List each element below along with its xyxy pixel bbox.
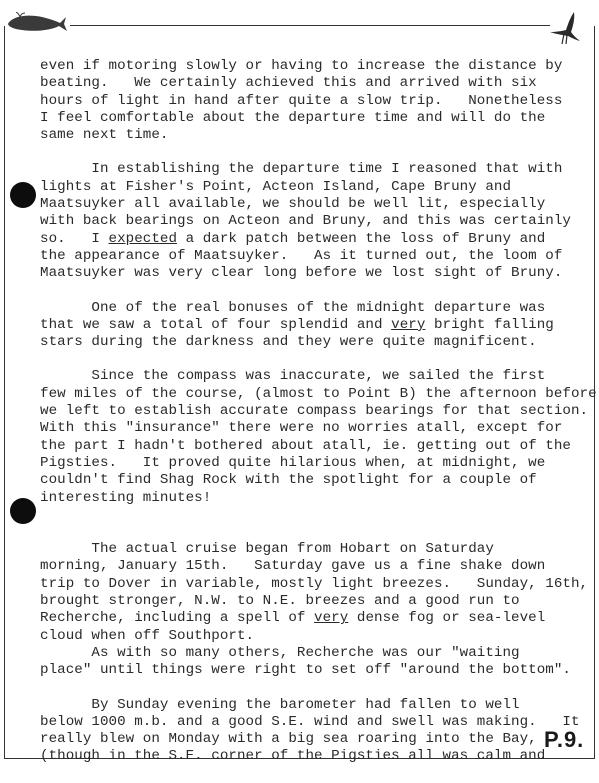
text-run: cloud when off Southport. xyxy=(40,627,255,644)
binder-punch-hole xyxy=(10,498,36,524)
paragraph xyxy=(40,368,597,506)
text-run: with back bearings on Acteon and Bruny, and this was certainly xyxy=(40,213,571,230)
text-line xyxy=(40,490,580,507)
text-run: Pigsties. It proved quite hilarious when, at midnight, we xyxy=(40,454,546,471)
text-run: below 1000 m.b. and a good S.E. wind and swell was making. It xyxy=(40,713,580,730)
text-run: place" until things were right to set off "around the bottom". xyxy=(40,662,571,679)
text-line xyxy=(40,300,580,317)
text-run: One of the real bonuses of the midnight departure was xyxy=(40,299,546,316)
typed-page-text xyxy=(40,58,597,783)
text-line xyxy=(40,748,580,765)
underlined-word: very xyxy=(314,610,349,627)
text-run: a dark patch between the loss of Bruny and xyxy=(177,230,546,247)
text-line xyxy=(40,662,580,679)
text-run: Since the compass was inaccurate, we sailed the first xyxy=(40,368,546,385)
text-line xyxy=(40,731,580,748)
text-run: dense fog or sea-level xyxy=(348,610,546,627)
header-rule xyxy=(70,25,550,26)
paragraph xyxy=(40,58,580,144)
text-run: couldn't find Shag Rock with the spotlight for a couple of xyxy=(40,472,537,489)
text-line xyxy=(40,196,580,213)
whale-icon xyxy=(6,12,68,34)
text-line xyxy=(40,213,580,230)
text-line xyxy=(40,231,580,248)
text-line xyxy=(40,610,580,627)
text-line xyxy=(40,58,580,75)
text-run: With this "insurance" there were no worries atall, except for xyxy=(40,420,563,437)
text-line xyxy=(40,75,580,92)
underlined-word: very xyxy=(391,316,426,333)
text-line xyxy=(40,697,580,714)
text-line xyxy=(40,628,580,645)
paragraph xyxy=(40,524,589,645)
text-run: same next time. xyxy=(40,127,169,144)
text-line xyxy=(40,248,580,265)
text-run: Maatsuyker was very clear long before we lost sight of Bruny. xyxy=(40,265,563,282)
text-line xyxy=(40,161,580,178)
paragraph xyxy=(40,300,580,352)
text-run: we left to establish accurate compass bearings for that section. xyxy=(40,403,589,420)
text-run: few miles of the course, (almost to Point B) the afternoon before xyxy=(40,385,597,402)
text-run: trip to Dover in variable, mostly light breezes. Sunday, 16th, xyxy=(40,575,589,592)
text-run: stars during the darkness and they were quite magnificent. xyxy=(40,334,537,351)
text-line xyxy=(40,403,589,420)
text-line xyxy=(40,438,580,455)
text-run: really blew on Monday with a big sea roaring into the Bay, xyxy=(40,731,537,748)
text-line xyxy=(40,558,580,575)
text-run: beating. We certainly achieved this and arrived with six xyxy=(40,75,537,92)
text-run: the appearance of Maatsuyker. As it turned out, the loom of xyxy=(40,247,563,264)
text-run: interesting minutes! xyxy=(40,489,212,506)
text-run: even if motoring slowly or having to increase the distance by xyxy=(40,58,563,74)
text-line xyxy=(40,593,580,610)
text-line xyxy=(40,541,580,558)
text-line xyxy=(40,110,580,127)
text-line xyxy=(40,127,580,144)
text-run: In establishing the departure time I reasoned that with xyxy=(40,161,563,178)
text-run: By Sunday evening the barometer had fallen to well xyxy=(40,696,520,713)
text-line xyxy=(40,714,580,731)
text-line xyxy=(40,334,580,351)
page-number: P.9. xyxy=(544,727,585,752)
underlined-word: expected xyxy=(108,230,178,247)
text-line xyxy=(40,93,580,110)
text-line xyxy=(40,368,580,385)
text-line xyxy=(40,575,589,593)
text-run: that we saw a total of four splendid and xyxy=(40,316,392,333)
text-run: Maatsuyker all available, we should be well lit, especially xyxy=(40,196,546,213)
binder-punch-hole xyxy=(10,182,36,208)
text-run: I feel comfortable about the departure time and will do the xyxy=(40,109,546,126)
text-run: so. I xyxy=(40,230,109,247)
text-run: The actual cruise began from Hobart on Saturday xyxy=(40,541,494,558)
text-line xyxy=(40,472,580,489)
text-run: Recherche, including a spell of xyxy=(40,610,315,627)
text-run: morning, January 15th. Saturday gave us a fine shake down xyxy=(40,558,546,575)
text-run: the part I hadn't bothered about atall, ie. getting out of the xyxy=(40,437,571,454)
text-line xyxy=(40,317,580,334)
paragraph xyxy=(40,645,580,680)
text-line xyxy=(40,455,580,472)
text-line xyxy=(40,265,580,282)
text-line xyxy=(40,179,580,196)
text-line xyxy=(40,524,580,541)
text-run: brought stronger, N.W. to N.E. breezes and a good run to xyxy=(40,593,520,610)
text-line xyxy=(40,420,580,437)
text-run: hours of light in hand after quite a slow trip. Nonetheless xyxy=(40,92,563,109)
seagull-icon xyxy=(546,10,582,46)
text-line xyxy=(40,385,597,403)
text-run: (though in the S.E. corner of the Pigsties all was calm and xyxy=(40,748,546,765)
text-run: As with so many others, Recherche was our "waiting xyxy=(40,644,520,661)
text-run: lights at Fisher's Point, Acteon Island, Cape Bruny and xyxy=(40,178,512,195)
text-line xyxy=(40,645,580,662)
text-run: bright falling xyxy=(425,316,554,333)
paragraph xyxy=(40,697,580,766)
paragraph xyxy=(40,161,580,282)
